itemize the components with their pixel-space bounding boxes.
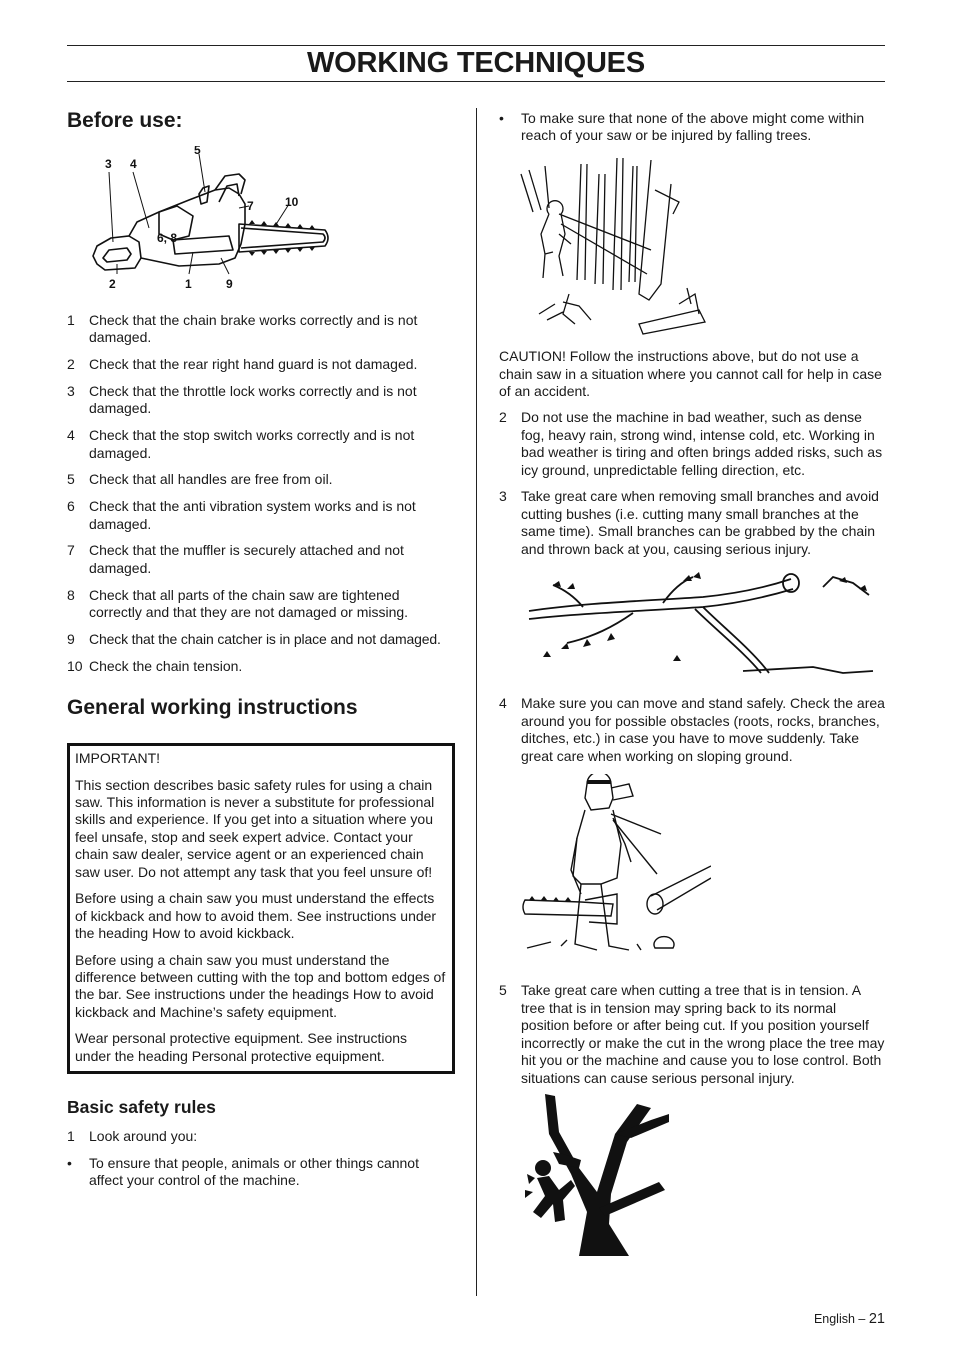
falling-tree-illustration xyxy=(519,154,719,336)
list-item: 6 Check that the anti vibration system works and is not damaged. xyxy=(67,498,416,532)
important-box xyxy=(67,743,455,1074)
important-label: IMPORTANT! xyxy=(75,750,161,767)
operator-illustration xyxy=(521,774,711,964)
diagram-label: 9 xyxy=(226,277,233,291)
list-item: 4 Check that the stop switch works correctly and is not damaged. xyxy=(67,427,415,461)
list-item: 5 Check that all handles are free from oil. xyxy=(67,471,333,488)
before-use-heading: Before use: xyxy=(67,109,183,132)
list-item: 10 Check the chain tension. xyxy=(67,657,243,674)
continued-bullets xyxy=(499,110,885,145)
general-heading: General working instructions xyxy=(67,696,358,720)
footer-language: English xyxy=(813,1312,855,1326)
page-footer xyxy=(814,1311,885,1328)
bullet-item: • To ensure that people, animals or other things cannot affect your control of the machine. xyxy=(67,1155,419,1189)
left-column xyxy=(67,108,455,1199)
diagram-label: 3 xyxy=(105,157,112,171)
diagram-label: 1 xyxy=(185,277,192,291)
chainsaw-diagram xyxy=(89,146,329,296)
tree-tension-illustration xyxy=(519,1094,679,1256)
column-divider xyxy=(476,108,477,1296)
caution-paragraph: CAUTION! Follow the instructions above, but do not use a chain saw in a situation where you cannot call for help in case of an accident. xyxy=(499,348,882,400)
basic-rules-list-continued xyxy=(499,409,885,558)
list-item: 3 Check that the throttle lock works correctly and is not damaged. xyxy=(67,383,417,417)
list-item: 9 Check that the chain catcher is in place and not damaged. xyxy=(67,630,441,647)
before-use-list xyxy=(67,312,455,675)
basic-rules-heading: Basic safety rules xyxy=(67,1097,216,1118)
basic-rules-list xyxy=(67,1128,455,1190)
list-item: 3 Take great care when removing small branches and avoid cutting bushes (i.e. cutting many small branches at the same time). Small branches can be grabbed by the chain and thrown back at you, causing serious injury. xyxy=(499,488,879,557)
diagram-label: 5 xyxy=(194,146,201,157)
list-item: 5 Take great care when cutting a tree that is in tension. A tree that is in tension may spring back to its normal position before or after being cut. If you position yourself incorrectly or make the cut in the wrong place the tree may hit you or the machine and cause you to lose control. Both situations can cause serious personal injury. xyxy=(499,982,885,1086)
list-item: 4 Make sure you can move and stand safely. Check the area around you for possible obstacles (roots, rocks, branches, ditches, etc.) in case you have to move suddenly. Take great care when working on sloping ground. xyxy=(499,695,885,764)
list-item: 2 Do not use the machine in bad weather, such as dense fog, heavy rain, strong wind, intense cold, etc. Working in bad weather is tiring and often brings added risks, such as icy ground, unpredictable felling direction, etc. xyxy=(499,409,883,478)
diagram-label: 6, 8 xyxy=(157,231,178,245)
fallen-trunk-illustration xyxy=(523,567,879,677)
important-paragraph: Before using a chain saw you must understand the effects of kickback and how to avoid them. See instructions under the heading How to avoid kickback. xyxy=(75,890,437,942)
list-item: 7 Check that the muffler is securely attached and not damaged. xyxy=(67,542,404,576)
footer-dash: – xyxy=(858,1312,866,1326)
list-item: 1 Look around you: xyxy=(67,1128,198,1145)
list-item: 2 Check that the rear right hand guard is not damaged. xyxy=(67,356,418,373)
important-paragraph: Before using a chain saw you must understand the difference between cutting with the top and bottom edges of the bar. See instructions under the headings How to avoid kickback and Machine’s safety equipment. xyxy=(75,951,446,1020)
diagram-label: 2 xyxy=(109,277,116,291)
right-column xyxy=(499,110,885,1256)
header-bottom-rule xyxy=(67,81,885,82)
list-item: 8 Check that all parts of the chain saw are tightened correctly and that they are not damaged or missing. xyxy=(67,586,409,621)
basic-rules-list-continued-2 xyxy=(499,695,885,765)
diagram-label: 4 xyxy=(130,157,137,171)
list-item: 1 Check that the chain brake works correctly and is not damaged. xyxy=(67,312,418,346)
diagram-label: 10 xyxy=(285,195,299,209)
bullet-item: • To make sure that none of the above might come within reach of your saw or be injured by falling trees. xyxy=(499,110,865,144)
basic-rules-list-continued-3 xyxy=(499,982,885,1086)
important-paragraph: This section describes basic safety rules for using a chain saw. This information is never a substitute for professional skills and experience. If you get into a situation where you feel unsafe, stop and seek expert advice. Contact your chain saw dealer, service agent or an experienced chain saw user. Do not attempt any task that you feel unsure of! xyxy=(75,776,435,880)
important-paragraph: Wear personal protective equipment. See instructions under the heading Personal protective equipment. xyxy=(75,1030,408,1064)
diagram-label: 7 xyxy=(247,199,254,213)
page-number: 21 xyxy=(868,1311,885,1327)
header-top-rule xyxy=(67,45,885,46)
page-title: WORKING TECHNIQUES xyxy=(307,47,645,79)
